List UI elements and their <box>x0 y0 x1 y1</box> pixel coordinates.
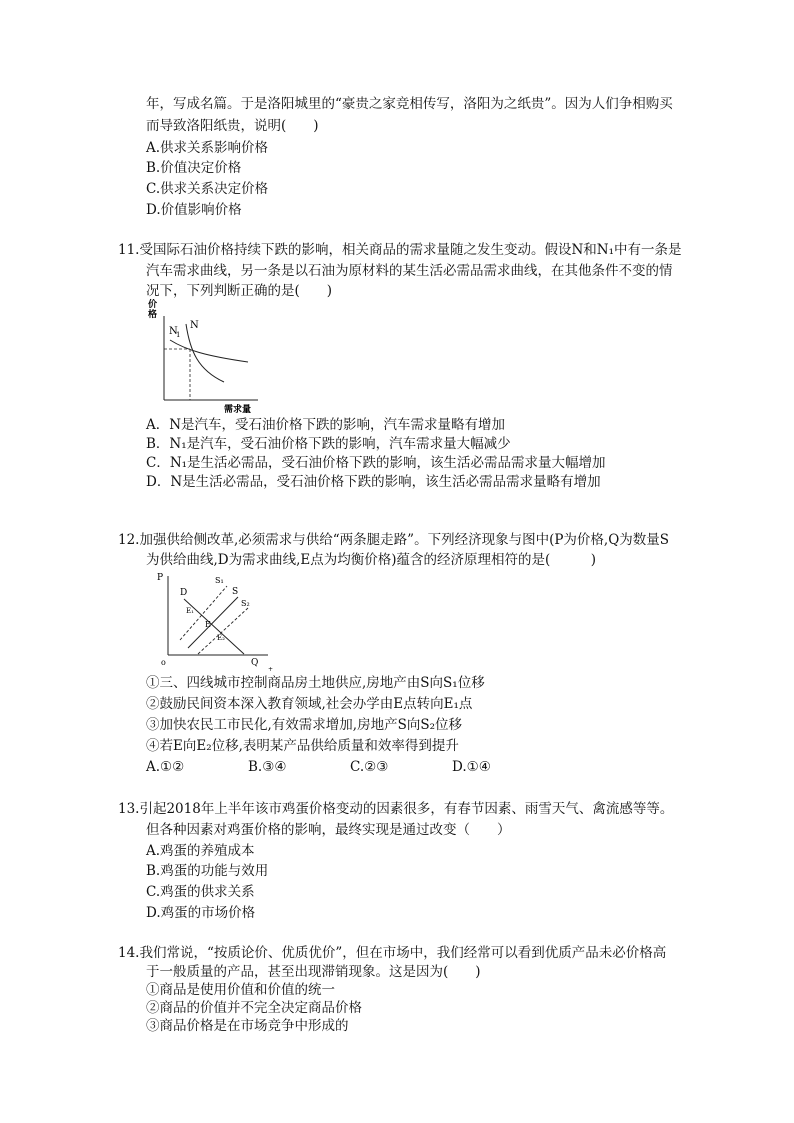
q11-demand-graph <box>146 296 266 416</box>
q11-curve-n1 <box>170 340 248 362</box>
q12-s1-label: S₁ <box>215 576 224 585</box>
q14-line-1: 14.我们常说，“按质论价、优质优价”，但在市场中，我们经常可以看到优质产品未必价格高 <box>118 945 667 961</box>
q12-o-label: o <box>161 658 166 667</box>
q10-option-b: B.价值决定价格 <box>146 160 242 176</box>
q14-statement-2: ②商品的价值并不完全决定商品价格 <box>146 1000 362 1016</box>
q11-n1-sub: 1 <box>176 331 181 339</box>
q11-line-2: 汽车需求曲线，另一条是以石油为原材料的某生活必需品需求曲线，在其他条件不变的情 <box>146 263 673 279</box>
q12-statement-3: ③加快农民工市民化,有效需求增加,房地产S向S₂位移 <box>146 717 462 733</box>
q14-line-2: 于一般质量的产品，甚至出现滞销现象。这是因为( ) <box>146 964 481 980</box>
q10-line-2: 而导致洛阳纸贵，说明( ) <box>146 118 319 134</box>
q12-option-a: A.①② <box>146 759 185 775</box>
q11-n1-label: N <box>169 326 178 337</box>
q13-line-1: 13.引起2018年上半年该市鸡蛋价格变动的因素很多，有春节因素、雨雪天气、禽流感等等。 <box>118 801 674 817</box>
q13-option-c: C.鸡蛋的供求关系 <box>146 884 255 900</box>
q14-statement-1: ①商品是使用价值和价值的统一 <box>146 982 335 998</box>
q11-line-3: 况下，下列判断正确的是( ) <box>146 283 333 299</box>
q12-d-label: D <box>180 588 188 598</box>
q10-option-c: C.供求关系决定价格 <box>146 181 269 197</box>
q12-p-label: P <box>157 573 164 583</box>
q11-option-d: D．N是生活必需品，受石油价格下跌的影响，该生活必需品需求量略有增加 <box>146 474 601 490</box>
q11-option-a: A．N是汽车，受石油价格下跌的影响，汽车需求量略有增加 <box>146 417 506 433</box>
q11-x-label: 需求量 <box>224 405 252 415</box>
q11-curve-n <box>186 324 224 382</box>
q12-statement-2: ②鼓励民间资本深入教育领域,社会办学由E点转向E₁点 <box>146 696 473 712</box>
q13-option-a: A.鸡蛋的养殖成本 <box>146 843 255 859</box>
q12-e-label: E <box>205 620 211 629</box>
q10-line-1: 年，写成名篇。于是洛阳城里的“豪贵之家竞相传写，洛阳为之纸贵”。因为人们争相购买 <box>146 96 673 112</box>
q13-option-d: D.鸡蛋的市场价格 <box>146 905 256 921</box>
q11-option-c: C．N₁是生活必需品，受石油价格下跌的影响，该生活必需品需求量大幅增加 <box>146 455 606 471</box>
q12-option-b: B.③④ <box>248 759 287 775</box>
q10-option-a: A.供求关系影响价格 <box>146 140 269 156</box>
q14-statement-3: ③商品价格是在市场竞争中形成的 <box>146 1018 349 1034</box>
q12-option-d: D.①④ <box>452 759 491 775</box>
q12-s-label: S <box>232 587 239 597</box>
q12-option-c: C.②③ <box>350 759 389 775</box>
q12-e1-label: E₁ <box>186 607 194 615</box>
q11-n-label: N <box>190 320 199 331</box>
q10-option-d: D.价值影响价格 <box>146 202 242 218</box>
q12-line-1: 12.加强供给侧改革,必须需求与供给“两条腿走路”。下列经济现象与图中(P为价格,Q为数量S <box>118 532 670 548</box>
q12-s2-label: S₂ <box>241 599 250 608</box>
q12-line-2: 为供给曲线,D为需求曲线,E点为均衡价格)蕴含的经济原理相符的是( ) <box>146 552 597 568</box>
q12-supply-demand-graph <box>152 568 278 672</box>
q11-line-1: 11.受国际石油价格持续下跌的影响，相关商品的需求量随之发生变动。假设N和N₁中有一条是 <box>118 242 682 258</box>
q12-options-row <box>146 758 554 776</box>
q11-y-label-1: 价 <box>148 300 158 310</box>
q11-y-label-2: 格 <box>148 310 158 320</box>
q12-statement-4: ④若E向E₂位移,表明某产品供给质量和效率得到提升 <box>146 738 459 754</box>
q13-line-2: 但各种因素对鸡蛋价格的影响，最终实现是通过改变（ ） <box>146 822 511 838</box>
q12-tick-mark: + <box>268 666 274 672</box>
q12-statement-1: ①三、四线城市控制商品房土地供应,房地产由S向S₁位移 <box>146 675 485 691</box>
q12-supply-s2 <box>198 608 248 654</box>
q12-q-label: Q <box>251 658 259 668</box>
q11-option-b: B．N₁是汽车，受石油价格下跌的影响，汽车需求量大幅减少 <box>146 436 511 452</box>
q12-e2-label: E₂ <box>217 634 225 642</box>
q13-option-b: B.鸡蛋的功能与效用 <box>146 863 269 879</box>
